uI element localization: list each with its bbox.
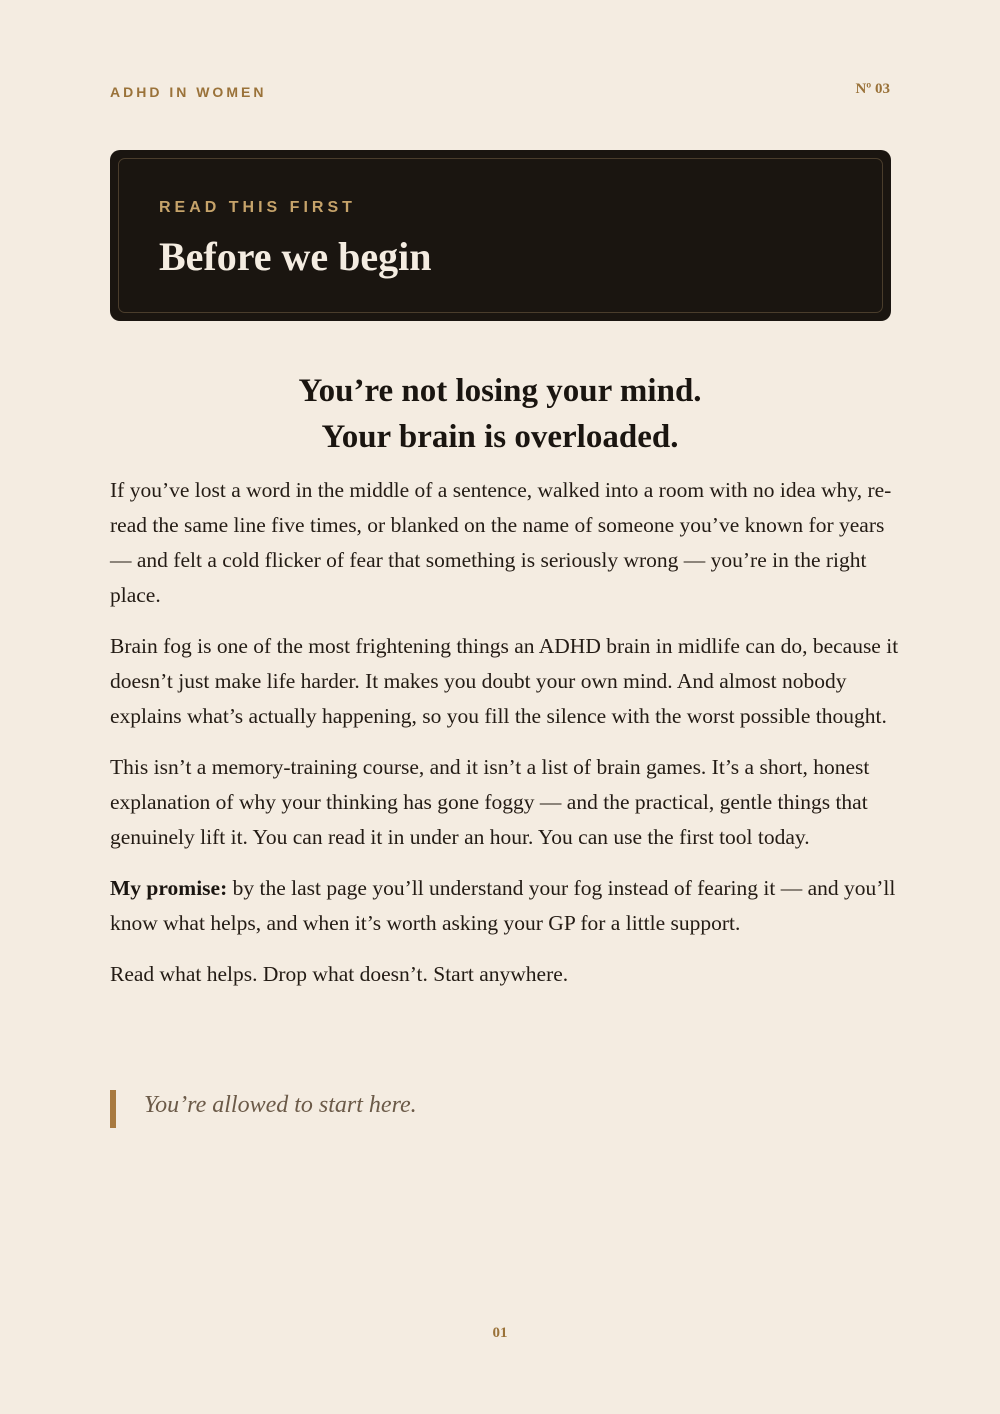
paragraph-3: This isn’t a memory-training course, and it isn’t a list of brain games. It’s a short, honest explanation of why your thinking has gone foggy — and the practical, gentle things that genuinely lift it. You can read it in under an hour. You can use the first tool today.	[110, 755, 870, 849]
title-banner	[110, 150, 891, 321]
pull-quote: You’re allowed to start here.	[110, 1090, 890, 1128]
paragraph-2: Brain fog is one of the most frightening things an ADHD brain in midlife can do, because it doesn’t just make life harder. It makes you doubt your own mind. And almost nobody explains what’s actually happening, so you fill the silence with the worst possible thought.	[110, 634, 899, 728]
paragraph-1: If you’ve lost a word in the middle of a sentence, walked into a room with no idea why, re-read the same line five times, or blanked on the name of someone you’ve known for years — and felt a cold flicker of fear that something is seriously wrong — you’re in the right place.	[110, 478, 892, 607]
page-number: 01	[492, 1325, 508, 1341]
paragraph-5: Read what helps. Drop what doesn’t. Start anywhere.	[110, 962, 569, 986]
body-text	[110, 473, 900, 1008]
promise-text: by the last page you’ll understand your fog instead of fearing it — and you’ll know what helps, and when it’s worth asking your GP for a little support.	[110, 876, 896, 935]
promise-label: My promise:	[110, 876, 228, 900]
banner-kicker: READ THIS FIRST	[159, 199, 356, 216]
promise-paragraph	[110, 871, 900, 941]
banner-inner-border	[118, 158, 883, 313]
issue-number: Nº 03	[855, 81, 890, 97]
headline-line-1: You’re not losing your mind.	[298, 373, 702, 409]
headline-line-2: Your brain is overloaded.	[321, 419, 679, 455]
page-title: Before we begin	[159, 234, 432, 279]
series-label: ADHD IN WOMEN	[110, 84, 267, 100]
headline	[110, 368, 890, 460]
